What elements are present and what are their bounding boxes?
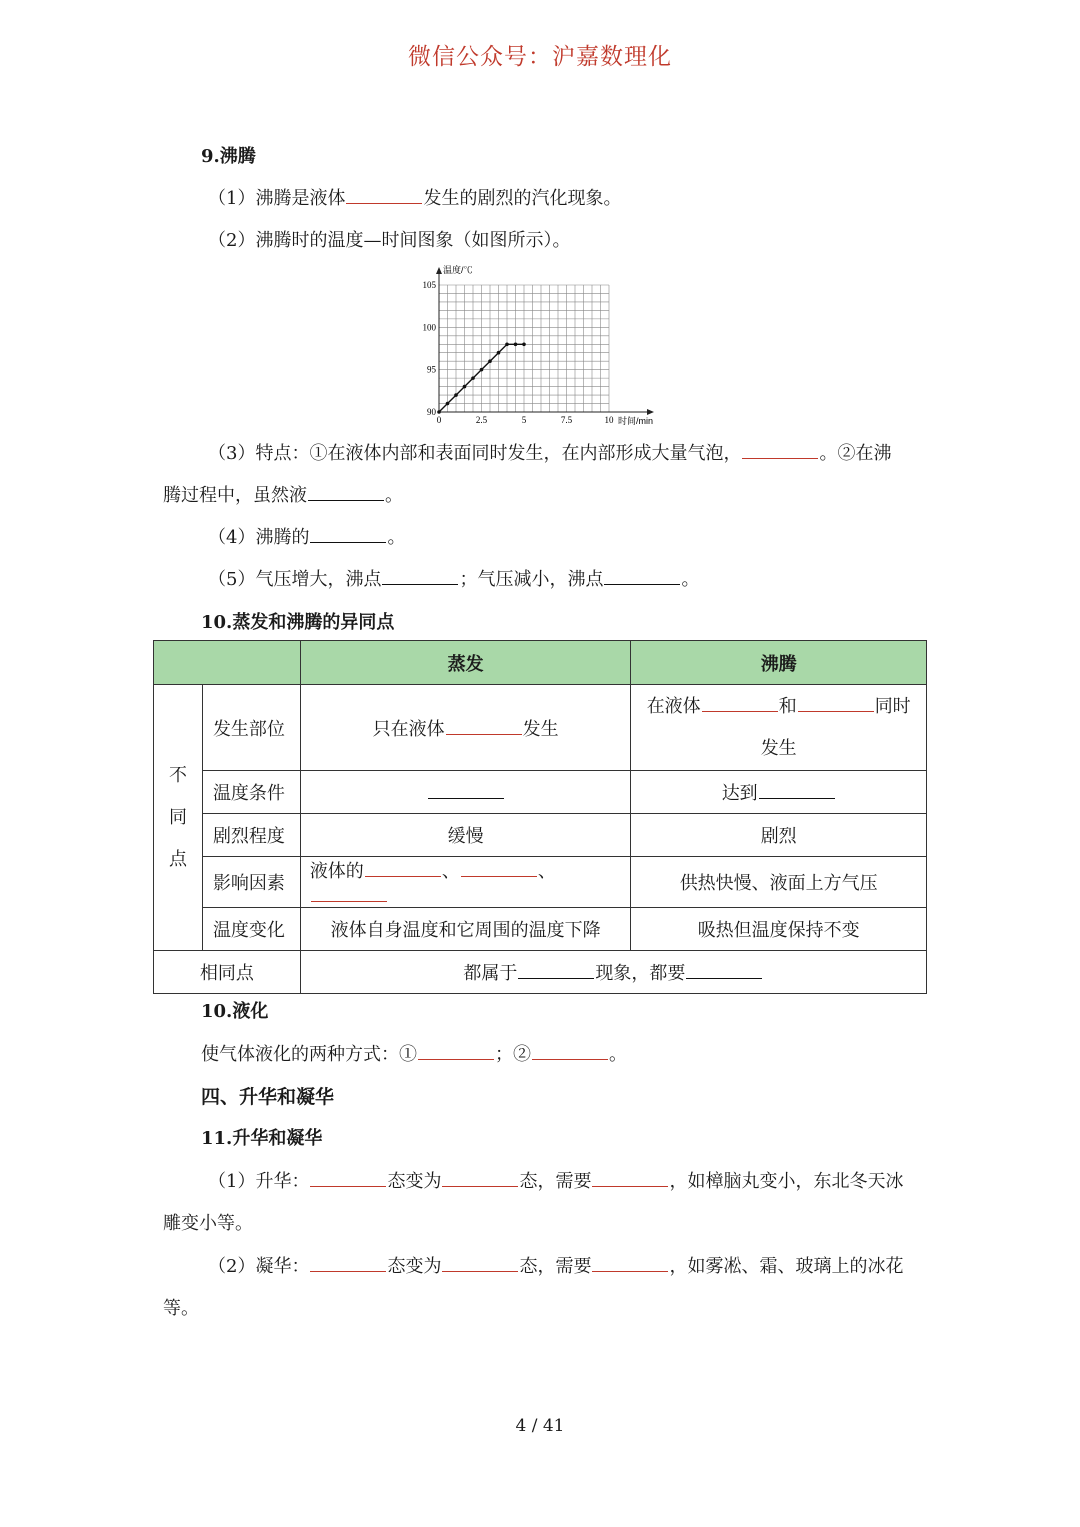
y-tick-label: 95 [427, 364, 436, 375]
cell-text: 达到 [721, 783, 758, 804]
s9-l1-text-b: 发生的剧烈的汽化现象。 [423, 188, 622, 209]
s11-l2-text-c: 态，需要 [519, 1256, 592, 1277]
y-tick-label: 105 [422, 280, 436, 290]
s9-l5-text-a: （5）气压增大，沸点 [208, 569, 382, 590]
cell-evaporation [300, 771, 631, 814]
section-liquefaction-title: 10.液化 [201, 1001, 269, 1022]
cell-text: 液体的 [309, 861, 364, 882]
cell-boiling: 剧烈 [631, 814, 927, 857]
cell-text: 在液体 [646, 695, 701, 717]
blank [346, 185, 422, 204]
group-char: 不 [168, 764, 187, 786]
data-point [488, 359, 492, 363]
cell-text: 、 [441, 861, 460, 882]
blank [686, 960, 762, 979]
s9-line-3-cont [163, 481, 403, 507]
blank [442, 1253, 518, 1272]
data-point [471, 376, 475, 380]
y-axis-arrow [436, 267, 442, 274]
s11-l2-text-a: （2）凝华： [208, 1256, 310, 1277]
s11-line-1-cont: 雕变小等。 [163, 1213, 253, 1234]
row-label: 温度变化 [202, 908, 300, 951]
cell-text: 同时 [874, 695, 911, 717]
blank [592, 1168, 668, 1187]
blank [310, 1168, 386, 1187]
differences-group-label [154, 685, 203, 951]
s9-l5-text-b: ；气压减小，沸点 [459, 569, 604, 590]
table-row [154, 685, 927, 771]
s9-l1-text-a: （1）沸腾是液体 [208, 188, 346, 209]
blank [365, 858, 441, 877]
boiling-temperature-time-chart [412, 262, 672, 430]
liquefaction-text-a: 使气体液化的两种方式：① [201, 1044, 417, 1065]
x-tick-label: 10 [604, 415, 614, 425]
cell-text: 发生 [760, 737, 797, 759]
cell-text: 都属于 [463, 963, 518, 984]
s9-line-3 [208, 439, 891, 465]
part-4-title: 四、升华和凝华 [201, 1086, 335, 1108]
table-header-boiling: 沸腾 [631, 641, 927, 685]
blank [428, 780, 504, 799]
data-point [437, 410, 441, 414]
s11-l2-text-b: 态变为 [387, 1256, 442, 1277]
cell-text: 发生 [522, 718, 559, 740]
cell-text: 现象，都要 [595, 963, 686, 984]
cell-boiling [631, 685, 927, 771]
group-char: 点 [168, 848, 187, 870]
data-point [480, 368, 484, 372]
row-label: 影响因素 [202, 857, 300, 908]
table-header-evaporation: 蒸发 [300, 641, 631, 685]
table-row-common [154, 951, 927, 994]
data-point [454, 393, 458, 397]
section-10-title: 10.蒸发和沸腾的异同点 [201, 612, 395, 633]
data-point [446, 402, 450, 406]
table-row [154, 857, 927, 908]
s9-line-5 [208, 565, 699, 591]
data-point [463, 385, 467, 389]
s9-l3-text-a: （3）特点：①在液体内部和表面同时发生，在内部形成大量气泡， [208, 443, 742, 464]
cell-text: 只在液体 [372, 718, 445, 740]
cell-evaporation [300, 857, 631, 908]
comparison-table [153, 640, 927, 994]
s11-l1-text-b: 态变为 [387, 1171, 442, 1192]
table-row [154, 771, 927, 814]
blank [461, 858, 537, 877]
row-label: 发生部位 [202, 685, 300, 771]
s9-line-4 [208, 523, 405, 549]
liquefaction-line [201, 1040, 627, 1066]
table-row [154, 814, 927, 857]
blank [592, 1253, 668, 1272]
chart-grid [439, 285, 609, 412]
blank [382, 566, 458, 585]
s11-line-1 [208, 1167, 903, 1193]
table-header-row [154, 641, 927, 685]
chart-y-label: 温度/℃ [443, 265, 473, 275]
cell-text: 和 [778, 695, 797, 717]
blank [310, 524, 386, 543]
s9-l3-text-b: 。②在沸 [819, 443, 892, 464]
blank [310, 1253, 386, 1272]
row-label: 相同点 [154, 951, 301, 994]
s9-line-1 [208, 184, 621, 210]
x-tick-label: 2.5 [475, 415, 488, 425]
data-point [497, 351, 501, 355]
data-point [522, 342, 526, 346]
x-tick-label: 7.5 [560, 415, 573, 425]
row-label: 剧烈程度 [202, 814, 300, 857]
blank [308, 482, 384, 501]
chart-x-label: 时间/min [618, 416, 654, 426]
blank [798, 693, 874, 712]
page-number: 4 / 41 [515, 1416, 565, 1436]
s11-l2-text-d: ，如雾凇、霜、玻璃上的冰花 [669, 1256, 904, 1277]
cell-evaporation: 缓慢 [300, 814, 631, 857]
s11-line-2 [208, 1252, 903, 1278]
cell-common [300, 951, 926, 994]
cell-text: 、 [537, 861, 556, 882]
blank [742, 440, 818, 459]
table-row [154, 908, 927, 951]
section-9-title: 9.沸腾 [201, 146, 256, 167]
blank [446, 716, 522, 735]
row-label: 温度条件 [202, 771, 300, 814]
cell-evaporation: 液体自身温度和它周围的温度下降 [300, 908, 631, 951]
s9-l3-text-d: 。 [385, 485, 403, 506]
x-tick-label: 5 [521, 415, 527, 425]
cell-boiling: 吸热但温度保持不变 [631, 908, 927, 951]
y-tick-label: 90 [427, 407, 436, 417]
s9-l4-text-b: 。 [387, 527, 406, 548]
liquefaction-text-c: 。 [609, 1044, 627, 1065]
page-header: 微信公众号：沪嘉数理化 [408, 44, 672, 70]
cell-boiling: 供热快慢、液面上方气压 [631, 857, 927, 908]
blank [604, 566, 680, 585]
y-tick-label: 100 [422, 322, 436, 333]
blank [518, 960, 594, 979]
cell-boiling [631, 771, 927, 814]
blank [759, 780, 835, 799]
blank [311, 883, 387, 902]
s9-l5-text-c: 。 [681, 569, 700, 590]
cell-evaporation [300, 685, 631, 771]
chart-axes [436, 267, 654, 415]
blank [442, 1168, 518, 1187]
x-axis-arrow [647, 409, 654, 415]
s9-l4-text-a: （4）沸腾的 [208, 527, 310, 548]
blank [702, 693, 778, 712]
blank [532, 1041, 608, 1060]
data-point [514, 342, 518, 346]
s9-l3-text-c: 腾过程中，虽然液 [163, 485, 307, 506]
blank [418, 1041, 494, 1060]
group-char: 同 [168, 806, 187, 828]
s11-l1-text-a: （1）升华： [208, 1171, 310, 1192]
section-11-title: 11.升华和凝华 [201, 1128, 323, 1149]
s11-l1-text-d: ，如樟脑丸变小，东北冬天冰 [669, 1171, 904, 1192]
s11-l1-text-c: 态，需要 [519, 1171, 592, 1192]
table-header-blank [154, 641, 301, 685]
x-tick-label: 0 [436, 415, 442, 425]
s9-line-2: （2）沸腾时的温度—时间图象（如图所示）。 [208, 230, 571, 251]
s11-line-2-cont: 等。 [163, 1298, 199, 1319]
data-point [505, 342, 509, 346]
liquefaction-text-b: ；② [495, 1044, 531, 1065]
